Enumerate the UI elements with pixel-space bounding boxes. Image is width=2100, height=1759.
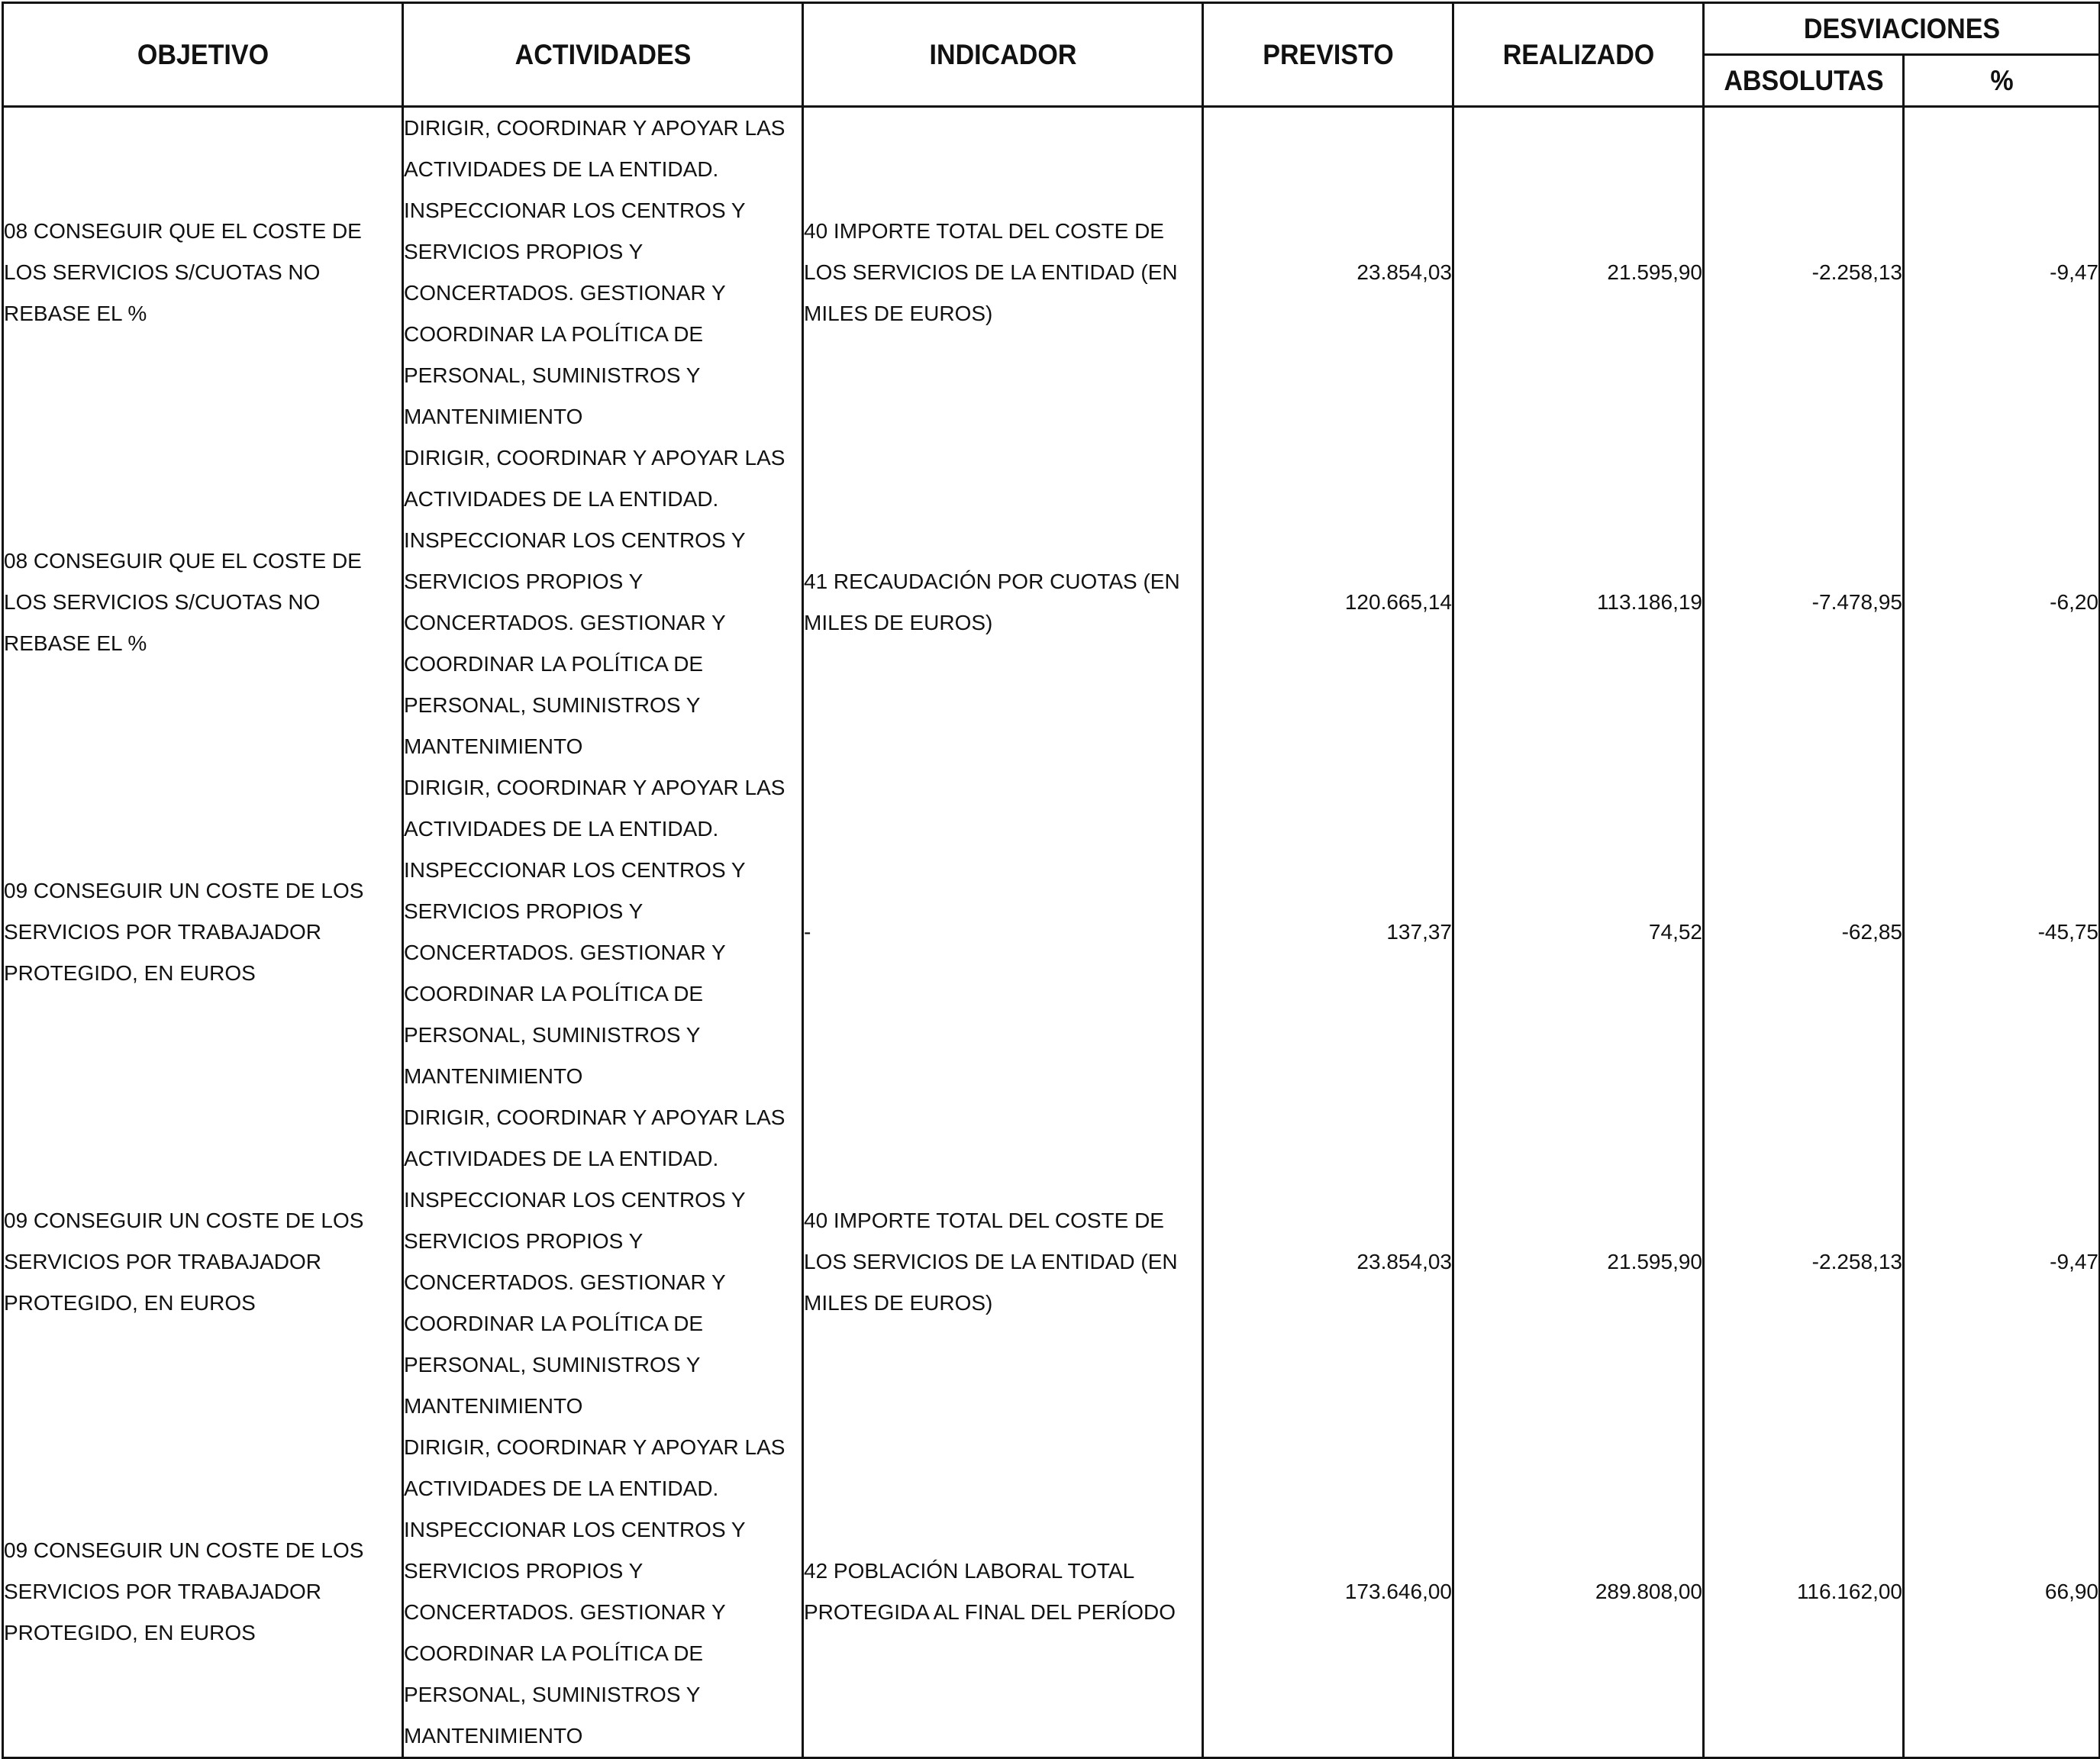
cell-realizado: 74,52 bbox=[1453, 767, 1704, 1097]
cell-previsto: 120.665,14 bbox=[1203, 437, 1453, 767]
cell-indicador: 40 IMPORTE TOTAL DEL COSTE DE LOS SERVICIOS DE LA ENTIDAD (EN MILES DE EUROS) bbox=[803, 107, 1203, 438]
cell-porcentaje: -6,20 bbox=[1904, 437, 2100, 767]
cell-realizado: 113.186,19 bbox=[1453, 437, 1704, 767]
cell-objetivo: 08 CONSEGUIR QUE EL COSTE DE LOS SERVICIOS S/CUOTAS NO REBASE EL % bbox=[3, 437, 403, 767]
table-row bbox=[3, 437, 2100, 767]
table-row bbox=[3, 107, 2100, 438]
table-row bbox=[3, 1427, 2100, 1758]
cell-porcentaje: 66,90 bbox=[1904, 1427, 2100, 1758]
cell-objetivo: 09 CONSEGUIR UN COSTE DE LOS SERVICIOS POR TRABAJADOR PROTEGIDO, EN EUROS bbox=[3, 1427, 403, 1758]
cell-porcentaje: -9,47 bbox=[1904, 1097, 2100, 1427]
col-header-actividades: ACTIVIDADES bbox=[418, 3, 786, 107]
cell-actividades: DIRIGIR, COORDINAR Y APOYAR LAS ACTIVIDADES DE LA ENTIDAD. INSPECCIONAR LOS CENTROS Y SERVICIOS PROPIOS Y CONCERTADOS. GESTIONAR Y COORDINAR LA POLÍTICA DE PERSONAL, SUMINISTROS Y MANTENIMIENTO bbox=[403, 1097, 803, 1427]
cell-absolutas: -2.258,13 bbox=[1704, 1097, 1904, 1427]
cell-actividades: DIRIGIR, COORDINAR Y APOYAR LAS ACTIVIDADES DE LA ENTIDAD. INSPECCIONAR LOS CENTROS Y SERVICIOS PROPIOS Y CONCERTADOS. GESTIONAR Y COORDINAR LA POLÍTICA DE PERSONAL, SUMINISTROS Y MANTENIMIENTO bbox=[403, 1427, 803, 1758]
col-header-porcentaje: % bbox=[1911, 55, 2092, 107]
col-header-desviaciones: DESVIACIONES bbox=[1719, 3, 2083, 55]
cell-absolutas: -7.478,95 bbox=[1704, 437, 1904, 767]
cell-objetivo: 09 CONSEGUIR UN COSTE DE LOS SERVICIOS POR TRABAJADOR PROTEGIDO, EN EUROS bbox=[3, 767, 403, 1097]
cell-realizado: 21.595,90 bbox=[1453, 1097, 1704, 1427]
cell-objetivo: 09 CONSEGUIR UN COSTE DE LOS SERVICIOS POR TRABAJADOR PROTEGIDO, EN EUROS bbox=[3, 1097, 403, 1427]
cell-realizado: 289.808,00 bbox=[1453, 1427, 1704, 1758]
cell-previsto: 173.646,00 bbox=[1203, 1427, 1453, 1758]
cell-porcentaje: -45,75 bbox=[1904, 767, 2100, 1097]
indicators-table bbox=[2, 2, 2100, 1759]
cell-realizado: 21.595,90 bbox=[1453, 107, 1704, 438]
cell-absolutas: -2.258,13 bbox=[1704, 107, 1904, 438]
cell-indicador: - bbox=[803, 767, 1203, 1097]
col-header-indicador: INDICADOR bbox=[818, 3, 1186, 107]
cell-actividades: DIRIGIR, COORDINAR Y APOYAR LAS ACTIVIDADES DE LA ENTIDAD. INSPECCIONAR LOS CENTROS Y SERVICIOS PROPIOS Y CONCERTADOS. GESTIONAR Y COORDINAR LA POLÍTICA DE PERSONAL, SUMINISTROS Y MANTENIMIENTO bbox=[403, 437, 803, 767]
col-header-absolutas: ABSOLUTAS bbox=[1711, 55, 1895, 107]
cell-previsto: 23.854,03 bbox=[1203, 1097, 1453, 1427]
cell-objetivo: 08 CONSEGUIR QUE EL COSTE DE LOS SERVICIOS S/CUOTAS NO REBASE EL % bbox=[3, 107, 403, 438]
table-row bbox=[3, 767, 2100, 1097]
col-header-objetivo: OBJETIVO bbox=[18, 3, 386, 107]
cell-absolutas: -62,85 bbox=[1704, 767, 1904, 1097]
cell-indicador: 41 RECAUDACIÓN POR CUOTAS (EN MILES DE EUROS) bbox=[803, 437, 1203, 767]
col-header-realizado: REALIZADO bbox=[1463, 3, 1694, 107]
cell-actividades: DIRIGIR, COORDINAR Y APOYAR LAS ACTIVIDADES DE LA ENTIDAD. INSPECCIONAR LOS CENTROS Y SERVICIOS PROPIOS Y CONCERTADOS. GESTIONAR Y COORDINAR LA POLÍTICA DE PERSONAL, SUMINISTROS Y MANTENIMIENTO bbox=[403, 767, 803, 1097]
col-header-previsto: PREVISTO bbox=[1213, 3, 1444, 107]
cell-porcentaje: -9,47 bbox=[1904, 107, 2100, 438]
cell-previsto: 137,37 bbox=[1203, 767, 1453, 1097]
header-row-top bbox=[3, 3, 2100, 55]
table-row bbox=[3, 1097, 2100, 1427]
cell-actividades: DIRIGIR, COORDINAR Y APOYAR LAS ACTIVIDADES DE LA ENTIDAD. INSPECCIONAR LOS CENTROS Y SERVICIOS PROPIOS Y CONCERTADOS. GESTIONAR Y COORDINAR LA POLÍTICA DE PERSONAL, SUMINISTROS Y MANTENIMIENTO bbox=[403, 107, 803, 438]
cell-indicador: 42 POBLACIÓN LABORAL TOTAL PROTEGIDA AL FINAL DEL PERÍODO bbox=[803, 1427, 1203, 1758]
cell-previsto: 23.854,03 bbox=[1203, 107, 1453, 438]
cell-indicador: 40 IMPORTE TOTAL DEL COSTE DE LOS SERVICIOS DE LA ENTIDAD (EN MILES DE EUROS) bbox=[803, 1097, 1203, 1427]
cell-absolutas: 116.162,00 bbox=[1704, 1427, 1904, 1758]
